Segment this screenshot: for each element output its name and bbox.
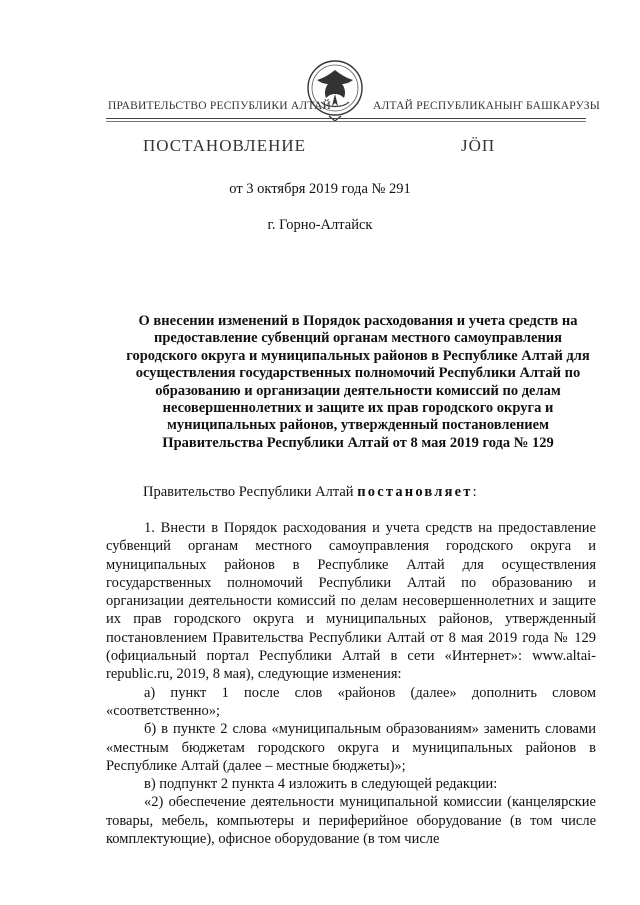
government-name-ru: ПРАВИТЕЛЬСТВО РЕСПУБЛИКИ АЛТАЙ	[108, 100, 332, 112]
preamble-colon: :	[472, 484, 477, 500]
document-body	[106, 519, 596, 848]
header-rule-thin	[106, 121, 586, 122]
preamble-verb: постановляет	[357, 484, 473, 500]
paragraph: 1. Внести в Порядок расходования и учета средств на предоставление субвенций органам местного самоуправления городского округа и муниципальных районов в Республике Алтай для осуществления государственных полномочий Республики Алтай по образованию и организации деятельности комиссий по делам несовершеннолетних и защите их прав городского округа и муниципальных районов, утвержденный постановлением Правительства Республики Алтай от 8 мая 2019 года № 129 (официальный портал Республики Алтай в сети «Интернет»: www.altai-republic.ru, 2019, 8 мая), следующие изменения:	[106, 520, 596, 683]
document-title: О внесении изменений в Порядок расходования и учета средств на предоставление субвенций органам местного самоуправления городского округа и муниципальных районов в Республике Алтай для осуществления государственных полномочий Республики Алтай по образованию и организации деятельности комиссий по делам несовершеннолетних и защите их прав городского округа и муниципальных районов, утвержденный постановлением Правительства Республики Алтай от 8 мая 2019 года № 129	[126, 313, 590, 451]
paragraph: «2) обеспечение деятельности муниципальной комиссии (канцелярские товары, мебель, компьютеры и периферийное оборудование (в том числе комплектующие), офисное оборудование (в том числе	[106, 794, 596, 848]
paragraph: в) подпункт 2 пункта 4 изложить в следующей редакции:	[144, 776, 498, 793]
document-type-altai: ЈӦП	[461, 136, 496, 155]
paragraph: б) в пункте 2 слова «муниципальным образованиям» заменить словами «местным бюджетам городского округа и муниципальных районов в Республике Алтай (далее – местные бюджеты)»;	[106, 721, 596, 774]
preamble	[143, 484, 477, 501]
preamble-subject: Правительство Республики Алтай	[143, 484, 354, 500]
coat-of-arms-icon	[299, 58, 371, 124]
document-type-ru: ПОСТАНОВЛЕНИЕ	[143, 136, 307, 155]
government-name-altai: АЛТАЙ РЕСПУБЛИКАНЫҤ БАШКАРУЗЫ	[373, 100, 600, 112]
header-rule	[106, 118, 586, 119]
document-city: г. Горно-Алтайск	[267, 217, 373, 233]
document-date: от 3 октября 2019 года № 291	[229, 181, 411, 197]
paragraph: а) пункт 1 после слов «районов (далее» дополнить словом «соответственно»;	[106, 684, 596, 719]
